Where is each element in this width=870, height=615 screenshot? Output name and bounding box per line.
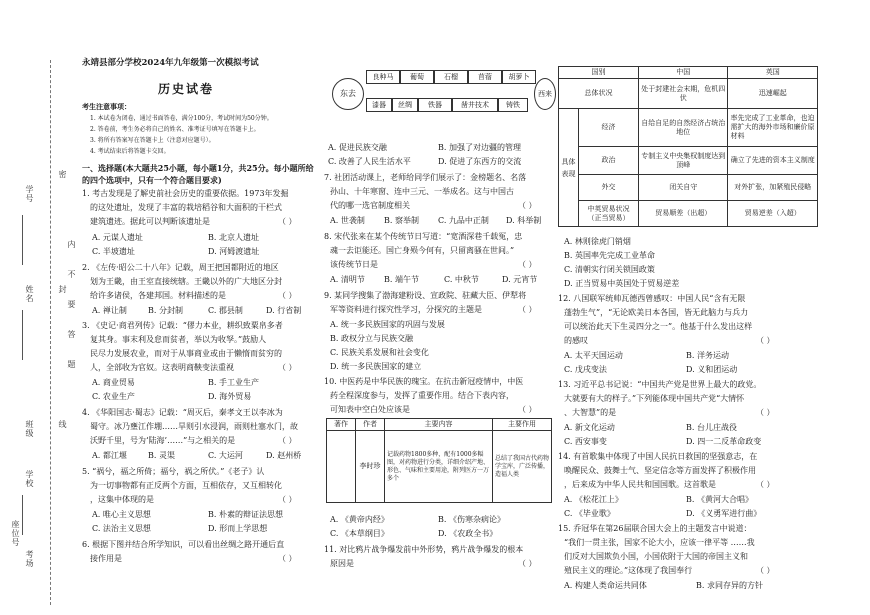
option-d[interactable]: D. 《农政全书》 xyxy=(438,529,498,538)
table-header: 英国 xyxy=(728,67,818,79)
option-c[interactable]: C. 西安事变 xyxy=(564,437,607,446)
option-d[interactable]: D. 《义勇军进行曲》 xyxy=(686,509,762,518)
west-label: 西来 xyxy=(534,78,556,110)
option-a[interactable]: A. 构建人类命运共同体 xyxy=(564,581,647,590)
seal-char: 答 xyxy=(67,330,76,339)
q13-line: 、大智慧”的是 xyxy=(564,408,617,417)
answer-bracket[interactable]: （ ） xyxy=(278,363,297,372)
option-d[interactable]: D. 赵州桥 xyxy=(266,451,302,460)
option-b[interactable]: B. 手工业生产 xyxy=(208,378,259,387)
answer-bracket[interactable]: （ ） xyxy=(278,436,297,445)
q9-line: 军等资料进行探究性学习，分探究的主题是 xyxy=(330,305,482,314)
q1-line: 1. 考古发现是了解史前社会历史的重要依据。1973年发掘 xyxy=(82,189,289,198)
option-c[interactable]: C. 《毕业歌》 xyxy=(564,509,615,518)
column-middle xyxy=(322,0,554,615)
option-a[interactable]: A. 促进民族交融 xyxy=(328,143,387,152)
timeline-item: 石榴 xyxy=(434,70,468,84)
option-b[interactable]: B. 灵渠 xyxy=(148,451,175,460)
q6-line: 6. 根据下图并结合所学知识，可以看出丝绸之路开通后直 xyxy=(82,540,285,549)
option-d[interactable]: D. 统一多民族国家的建立 xyxy=(330,362,422,371)
answer-bracket[interactable]: （ ） xyxy=(518,305,537,314)
q2-line: 划为王畿，由王室直接统辖。王畿以外的广大地区分封 xyxy=(90,277,282,286)
name-label: 姓名 xyxy=(25,285,34,303)
option-d[interactable]: D. 海外贸易 xyxy=(208,392,252,401)
exam-title: 永靖县部分学校2024年九年级第一次模拟考试 xyxy=(82,58,259,68)
answer-bracket[interactable]: （ ） xyxy=(518,260,537,269)
student-id-label: 学号 xyxy=(25,185,34,203)
q10-line: 可知表中空白处应该是 xyxy=(330,405,410,414)
option-d[interactable]: D. 行省制 xyxy=(266,306,302,315)
q2-line: 给许多诸侯，各建邦国。材料描述的是 xyxy=(90,291,226,300)
effect-cell: 总结了我国古代药物学宝库，广泛传播，造福人类 xyxy=(493,431,552,503)
answer-bracket[interactable]: （ ） xyxy=(278,217,297,226)
q12-line: 可以统治此天下生灵四分之一”。他基于什么发出这样 xyxy=(564,322,753,331)
q9-line: 9. 某同学搜集了渤海建粉设、宣政院、驻藏大臣、伊犁将 xyxy=(324,291,527,300)
option-c[interactable]: C. 中秋节 xyxy=(444,275,479,284)
medicine-table xyxy=(326,418,552,503)
notice-3: 3. 将所有答案写在答题卡上（注意对应题号）。 xyxy=(90,137,215,144)
q5-line: 为一切事物都有正反两个方面，互相依存，又互相转化 xyxy=(90,481,282,490)
q2-line: 2. 《左传·昭公二十八年》记载，周王把国都附近的地区 xyxy=(82,263,279,272)
timeline-item: 丝绸 xyxy=(392,98,418,112)
q12-line: 的感叹 xyxy=(564,336,588,345)
option-a[interactable]: A. 林则徐虎门销烟 xyxy=(564,237,631,246)
britain-cell: 对外扩张，加紧殖民侵略 xyxy=(728,175,818,201)
option-b[interactable]: B. 洋务运动 xyxy=(686,351,729,360)
option-d[interactable]: D. 元宵节 xyxy=(502,275,538,284)
option-a[interactable]: A. 太平天国运动 xyxy=(564,351,623,360)
row-label: 外交 xyxy=(579,175,639,201)
option-d[interactable]: D. 科举制 xyxy=(506,216,542,225)
notice-title: 考生注意事项： xyxy=(82,102,131,111)
table-header: 主要作用 xyxy=(493,419,552,431)
option-b[interactable]: B. 朴素的辩证法思想 xyxy=(208,510,283,519)
row-label: 总体状况 xyxy=(559,79,639,109)
q3-line: 民尽力发展农业，而对于从事商业或由于懒惰而贫穷的 xyxy=(90,349,282,358)
content-cell: 记载药物1800多种，配有1000多幅图，对药物进行分类，详细介绍产地、形色、气味和主要用途，附列医方一万多个 xyxy=(385,431,493,503)
britain-cell: 率先完成了工业革命，也迫需扩大的海外市场和廉价原材料 xyxy=(728,109,818,147)
option-a[interactable]: A. 《松花江上》 xyxy=(564,495,623,504)
britain-cell: 确立了先进的资本主义制度 xyxy=(728,147,818,175)
group-label: 具体表现 xyxy=(559,109,579,227)
silk-road-figure xyxy=(332,66,554,122)
class-label: 班级 xyxy=(25,420,34,438)
q14-line: 14. 有首歌集中体现了中国人民抗日救国的坚强意志，在 xyxy=(558,452,758,461)
timeline-item: 凿井技术 xyxy=(452,98,498,112)
option-c[interactable]: C. 法治主义思想 xyxy=(92,524,151,533)
option-d[interactable]: D. 四一二反革命政变 xyxy=(686,437,762,446)
timeline-item: 良种马 xyxy=(366,70,400,84)
option-a[interactable]: A. 唯心主义思想 xyxy=(92,510,151,519)
option-c[interactable]: C. 民族关系发展和社会变化 xyxy=(330,348,429,357)
q1-line: 建筑遗迹。据此可以判断该遗址是 xyxy=(90,217,210,226)
name-line[interactable] xyxy=(22,310,35,360)
option-a[interactable]: A. 禅让制 xyxy=(92,306,127,315)
east-label: 东去 xyxy=(332,78,364,110)
q15-line: 殖民主义的理论。”这体现了我国奉行 xyxy=(564,566,693,575)
q1-line: 的这处遗址，发现了丰富的栽培稻谷和大面积的干栏式 xyxy=(90,203,282,212)
q8-line: 魂一去讵能还。国亡身殒今何有，只留离骚在世间。” xyxy=(330,246,515,255)
option-b[interactable]: B. 察举制 xyxy=(384,216,419,225)
table-header: 作者 xyxy=(356,419,385,431)
option-b[interactable]: B. 政权分立与民族交融 xyxy=(330,334,413,343)
seal-char: 要 xyxy=(67,300,76,309)
q3-line: 复其身。事末利及怠而贫者，举以为收孥。”鼓励人 xyxy=(90,335,267,344)
option-c[interactable]: C. 清朝实行闭关锁国政策 xyxy=(564,265,655,274)
option-b[interactable]: B. 分封制 xyxy=(148,306,183,315)
option-b[interactable]: B. 英国率先完成工业革命 xyxy=(564,251,655,260)
school-label: 学校 xyxy=(25,470,34,488)
q10-line: 药全程深度参与，发挥了重要作用。结合下表内容， xyxy=(330,391,514,400)
timeline-item: 铸铁 xyxy=(498,98,528,112)
timeline-item: 胡萝卜 xyxy=(502,70,536,84)
option-c[interactable]: C. 农业生产 xyxy=(92,392,135,401)
q13-line: 13. 习近平总书记说：“中国共产党是世界上最大的政党。 xyxy=(558,380,762,389)
option-a[interactable]: A. 统一多民族国家的巩固与发展 xyxy=(330,320,445,329)
option-a[interactable]: A. 新文化运动 xyxy=(564,423,615,432)
option-b[interactable]: B. 台儿庄战役 xyxy=(686,423,737,432)
option-b[interactable]: B. 求同存异的方针 xyxy=(696,581,763,590)
china-cell: 专制主义中央集权制度达到顶峰 xyxy=(639,147,728,175)
q3-line: 人，全部收为官奴。这表明商鞅变法重视 xyxy=(90,363,234,372)
answer-bracket[interactable]: （ ） xyxy=(278,291,297,300)
option-d[interactable]: D. 形而上学思想 xyxy=(208,524,268,533)
q12-line: 12. 八国联军统帅瓦德西曾感叹：中国人民“含有无限 xyxy=(558,294,746,303)
q3-line: 3. 《史记·商君列传》记载：“僇力本业，耕织致粟帛多者 xyxy=(82,321,283,330)
option-b[interactable]: B. 《伤寒杂病论》 xyxy=(438,515,505,524)
timeline-item: 漆器 xyxy=(366,98,392,112)
seal-char: 题 xyxy=(67,360,76,369)
q8-line: 8. 宋代张来在某个传统节日写道：“宽酒深巷千载冤，忠 xyxy=(324,232,523,241)
binding-strip xyxy=(0,0,75,615)
option-a[interactable]: A. 元谋人遗址 xyxy=(92,233,143,242)
answer-bracket[interactable]: （ ） xyxy=(756,336,775,345)
seal-char: 线 xyxy=(58,420,67,429)
subject-title: 历史试卷 xyxy=(158,82,215,96)
q15-line: 15. 乔冠华在第26届联合国大会上的主题发言中说道： xyxy=(558,524,752,533)
q8-line: 该传统节日是 xyxy=(330,260,378,269)
q7-line: 7. 社团活动课上，老师给同学们展示了：金榜题名、名落 xyxy=(324,173,527,182)
table-header: 主要内容 xyxy=(385,419,493,431)
q14-line: 唤醒民众、鼓舞士气、坚定信念等方面发挥了积极作用 xyxy=(564,466,756,475)
binding-dashed-line xyxy=(50,60,51,605)
q6-line: 接作用是 xyxy=(90,554,122,563)
option-d[interactable]: D. 义和团运动 xyxy=(686,365,738,374)
timeline-item: 葡萄 xyxy=(400,70,434,84)
britain-cell: 贸易逆差（入超） xyxy=(728,201,818,227)
q10-line: 10. 中医药是中华民族的瑰宝。在抗击新冠疫情中，中医 xyxy=(324,377,524,386)
seal-char: 密 xyxy=(58,170,67,179)
q5-line: ，这集中体现的是 xyxy=(90,495,154,504)
q5-line: 5. “祸兮，福之所倚；福兮，祸之所伏。”《老子》认 xyxy=(82,467,265,476)
row-label: 中英贸易状况（正当贸易） xyxy=(579,201,639,227)
q4-line: 沃野千里，号为‘陆海’……”与之相关的是 xyxy=(90,436,236,445)
row-label: 政治 xyxy=(579,147,639,175)
table-header: 国别 xyxy=(559,67,639,79)
option-b[interactable]: B. 《黄河大合唱》 xyxy=(686,495,753,504)
timeline-item: 铁器 xyxy=(418,98,452,112)
notice-4: 4. 考试结束后将答题卡交回。 xyxy=(90,148,170,155)
option-c[interactable]: C. 《本草纲目》 xyxy=(330,529,389,538)
option-c[interactable]: C. 郡县制 xyxy=(208,306,243,315)
exam-room-label: 考场 xyxy=(25,550,34,568)
option-c[interactable]: C. 改善了人民生活水平 xyxy=(328,157,411,166)
answer-bracket[interactable]: （ ） xyxy=(756,408,775,417)
q12-line: 蓬勃生气”，“无论欧美日本各国，皆无此脑力与兵力 xyxy=(564,308,749,317)
q7-line: 代的哪一选官制度相关 xyxy=(330,201,410,210)
option-a[interactable]: A. 《黄帝内经》 xyxy=(330,515,389,524)
q15-line: 们反对大国欺负小国，小国依附于大国的帝国主义和 xyxy=(564,552,748,561)
option-a[interactable]: A. 世袭制 xyxy=(330,216,365,225)
table-header: 中国 xyxy=(639,67,728,79)
option-c[interactable]: C. 半坡遗址 xyxy=(92,247,135,256)
britain-cell: 迅速崛起 xyxy=(728,79,818,109)
answer-bracket[interactable]: （ ） xyxy=(756,480,775,489)
seal-char: 内 xyxy=(67,240,76,249)
seal-char: 不 xyxy=(67,270,76,279)
q4-line: 4. 《华阳国志·蜀志》记载：“周灭后，秦孝文王以李冰为 xyxy=(82,408,283,417)
option-c[interactable]: C. 大运河 xyxy=(208,451,243,460)
seat-label: 座位号 xyxy=(11,520,20,547)
option-d[interactable]: D. 河姆渡遗址 xyxy=(208,247,260,256)
answer-bracket[interactable]: （ ） xyxy=(518,201,537,210)
option-c[interactable]: C. 九品中正制 xyxy=(438,216,489,225)
q11-line: 11. 对比鸦片战争爆发前中外形势，鸦片战争爆发的根本 xyxy=(324,545,524,554)
school-line[interactable] xyxy=(22,495,35,535)
china-cell: 闭关自守 xyxy=(639,175,728,201)
notice-1: 1. 本试卷为闭卷，通过书面答卷，满分100分，考试时间为50分钟。 xyxy=(90,115,273,122)
timeline-item: 苜蓿 xyxy=(468,70,502,84)
q11-line: 原因是 xyxy=(330,559,354,568)
option-a[interactable]: A. 清明节 xyxy=(330,275,365,284)
answer-bracket[interactable]: （ ） xyxy=(278,495,297,504)
china-cell: 贸易顺差（出超） xyxy=(639,201,728,227)
column-right xyxy=(556,0,868,615)
china-cell: 处于封建社会末期，危机四伏 xyxy=(639,79,728,109)
q13-line: 大就要有大的样子。”下列能体现中国共产党“大情怀 xyxy=(564,394,745,403)
answer-bracket[interactable]: （ ） xyxy=(518,559,537,568)
q15-line: “我们一贯主张，国家不论大小，应该一律平等 ……我 xyxy=(564,538,755,547)
option-b[interactable]: B. 北京人遗址 xyxy=(208,233,259,242)
seal-char: 封 xyxy=(58,285,67,294)
answer-bracket[interactable]: （ ） xyxy=(278,554,297,563)
author-cell: 李时珍 xyxy=(356,431,385,503)
compare-table xyxy=(558,66,818,227)
student-id-line[interactable] xyxy=(22,215,35,265)
answer-bracket[interactable]: （ ） xyxy=(518,405,537,414)
option-d[interactable]: D. 促进了东西方的交流 xyxy=(438,157,522,166)
notice-2: 2. 答卷前，考生务必将自己的姓名、准考证号填写在答题卡上。 xyxy=(90,126,260,133)
q4-line: 蜀守。冰乃壅江作堋……旱则引水浸润，雨则杜塞水门，故 xyxy=(90,422,298,431)
option-b[interactable]: B. 加强了对边疆的管理 xyxy=(438,143,521,152)
q14-line: ，后来成为中华人民共和国国歌。这首歌是 xyxy=(564,480,716,489)
option-a[interactable]: A. 商业贸易 xyxy=(92,378,135,387)
row-label: 经济 xyxy=(579,109,639,147)
answer-bracket[interactable]: （ ） xyxy=(756,566,775,575)
column-left xyxy=(78,0,318,615)
option-a[interactable]: A. 都江堰 xyxy=(92,451,127,460)
option-d[interactable]: D. 正当贸易中英国处于贸易逆差 xyxy=(564,279,680,288)
china-cell: 自给自足的自然经济占统治地位 xyxy=(639,109,728,147)
option-b[interactable]: B. 端午节 xyxy=(384,275,419,284)
section-title: 一、选择题(本大题共25小题，每小题1分，共25分。每小题所给的四个选项中，只有一个符合题目要求) xyxy=(82,163,314,185)
blank-cell xyxy=(327,431,356,503)
table-header: 著作 xyxy=(327,419,356,431)
option-c[interactable]: C. 戊戌变法 xyxy=(564,365,607,374)
q7-line: 孙山、十年寒窗、连中三元、一举成名。这与中国古 xyxy=(330,187,514,196)
